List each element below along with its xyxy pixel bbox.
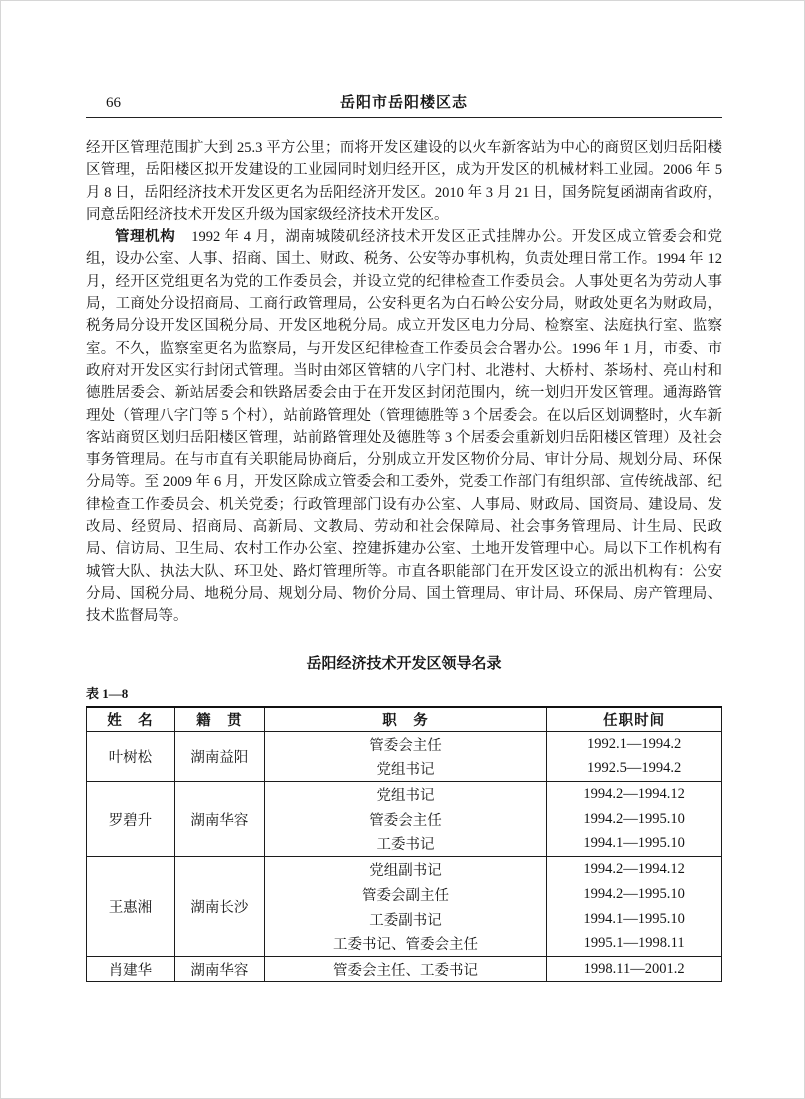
cell-name: 肖建华 xyxy=(87,957,175,982)
cell-duty: 党组书记 xyxy=(264,757,546,782)
book-title: 岳阳市岳阳楼区志 xyxy=(339,95,468,111)
cell-duty: 管委会主任、工委书记 xyxy=(264,957,546,982)
table-header-row xyxy=(87,707,722,732)
cell-duty: 管委会副主任 xyxy=(264,882,546,907)
cell-origin: 湖南长沙 xyxy=(174,857,264,957)
cell-time: 1995.1—1998.11 xyxy=(547,932,722,957)
col-header-origin: 籍 贯 xyxy=(174,707,264,732)
cell-time: 1992.5—1994.2 xyxy=(547,757,722,782)
col-header-duty: 职 务 xyxy=(264,707,546,732)
col-header-name: 姓 名 xyxy=(87,707,175,732)
cell-time: 1992.1—1994.2 xyxy=(547,732,722,757)
table-label: 表 1—8 xyxy=(86,685,129,701)
cell-origin: 湖南华容 xyxy=(174,957,264,982)
cell-duty: 工委副书记 xyxy=(264,907,546,932)
cell-origin: 湖南华容 xyxy=(174,782,264,857)
cell-name: 罗碧升 xyxy=(87,782,175,857)
cell-duty: 党组副书记 xyxy=(264,857,546,882)
paragraph-1: 经开区管理范围扩大到 25.3 平方公里；而将开发区建设的以火车新客站为中心的商贸区划归岳阳楼区管理，岳阳楼区拟开发建设的工业园同时划归经开区，成为开发区的机械材料工业园。2006 年 5 月 8 日，岳阳经济技术开发区更名为岳阳经济开发区。2010 年 3 月 21 日，国务院复函湖南省政府，同意岳阳经济技术开发区升级为国家级经济技术开发区。 xyxy=(86,140,722,223)
cell-origin: 湖南益阳 xyxy=(174,732,264,782)
cell-time: 1994.2—1994.12 xyxy=(547,857,722,882)
col-header-time: 任职时间 xyxy=(547,707,722,732)
paragraph-2-body: 1992 年 4 月，湖南城陵矶经济技术开发区正式挂牌办公。开发区成立管委会和党组，设办公室、人事、招商、国土、财政、税务、公安等办事机构，负责处理日常工作。1994 年 12 月，经开区党组更名为党的工作委员会，并设立党的纪律检查工作委员会。人事处更名为劳动人事局，工商处分设招商局、工商行政管理局，公安科更名为白石岭公安分局，财政处更名为财政局，税务局分设开发区国税分局、开发区地税分局。成立开发区电力分局、检察室、法庭执行室、监察室。不久，监察室更名为监察局，与开发区纪律检查工作委员会合署办公。1996 年 1 月，市委、市政府对开发区实行封闭式管理。当时由郊区管辖的八字门村、北港村、大桥村、茶场村、亮山村和德胜居委会、新站居委会和铁路居委会由于在开发区封闭范围内，统一划归开发区管理。通海路管理处（管理八字门等 5 个村），站前路管理处（管理德胜等 3 个居委会。在以后区划调整时，火车新客站商贸区划归岳阳楼区管理，站前路管理处及德胜等 3 个居委会重新划归岳阳楼区管理）及社会事务管理局。在与市直有关职能局协商后，分别成立开发区物价分局、审计分局、规划分局、环保分局等。至 2009 年 6 月，开发区除成立管委会和工委外，党委工作部门有组织部、宣传统战部、纪律检查工作委员会、机关党委；行政管理部门设有办公室、人事局、财政局、国资局、建设局、发改局、经贸局、招商局、高新局、文教局、劳动和社会保障局、社会事务管理局、计生局、民政局、信访局、卫生局、农村工作办公室、控建拆建办公室、土地开发管理中心。局以下工作机构有城管大队、执法大队、环卫处、路灯管理所等。市直各职能部门在开发区设立的派出机构有：公安分局、国税分局、地税分局、规划分局、物价分局、国土管理局、审计局、环保局、房产管理局、技术监督局等。 xyxy=(86,229,723,625)
table-title: 岳阳经济技术开发区领导名录 xyxy=(306,655,502,672)
cell-duty: 工委书记、管委会主任 xyxy=(264,932,546,957)
cell-duty: 工委书记 xyxy=(264,832,546,857)
cell-duty: 党组书记 xyxy=(264,782,546,807)
table-row xyxy=(87,732,722,757)
paragraph-2 xyxy=(86,226,722,627)
paragraph-2-lead: 管理机构 xyxy=(115,229,176,246)
cell-time: 1994.2—1995.10 xyxy=(547,882,722,907)
page-header xyxy=(86,93,722,115)
cell-time: 1994.2—1994.12 xyxy=(547,782,722,807)
cell-name: 叶树松 xyxy=(87,732,175,782)
cell-duty: 管委会主任 xyxy=(264,807,546,832)
cell-name: 王惠湘 xyxy=(87,857,175,957)
page-content xyxy=(86,93,722,982)
cell-time: 1994.1—1995.10 xyxy=(547,832,722,857)
page-number: 66 xyxy=(106,95,121,111)
table-row xyxy=(87,957,722,982)
leaders-table xyxy=(86,706,722,983)
cell-time: 1998.11—2001.2 xyxy=(547,957,722,982)
table-row xyxy=(87,857,722,882)
header-rule xyxy=(86,117,722,118)
table-row xyxy=(87,782,722,807)
cell-time: 1994.2—1995.10 xyxy=(547,807,722,832)
cell-time: 1994.1—1995.10 xyxy=(547,907,722,932)
cell-duty: 管委会主任 xyxy=(264,732,546,757)
